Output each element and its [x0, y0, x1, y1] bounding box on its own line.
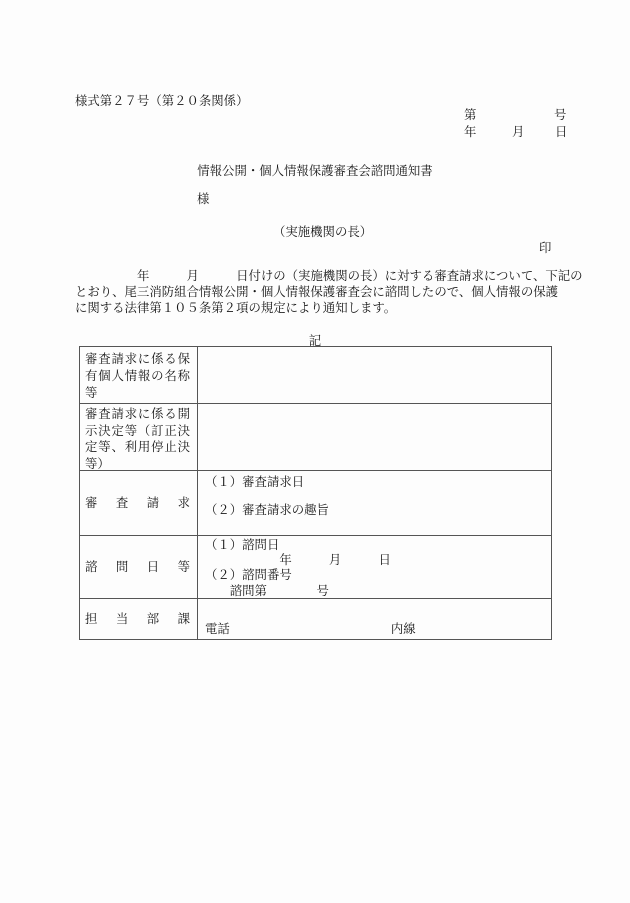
row-header — [80, 471, 198, 535]
row-content-line: （２）諮問番号 — [205, 568, 292, 583]
row-header-line: 諮問日等 — [85, 560, 190, 574]
row-header-line: 審査請求に係る開 — [85, 407, 190, 421]
row-content-line: 電話 内線 — [205, 621, 416, 636]
record-marker: 記 — [308, 334, 322, 348]
row-content — [198, 471, 551, 535]
body-line: とおり、尾三消防組合情報公開・個人情報保護審査会に諮問したので、個人情報の保護 — [75, 285, 558, 299]
seal-mark: 印 — [539, 241, 552, 255]
body-line: 年 月 日付けの（実施機関の長）に対する審査請求について、下記の — [75, 269, 583, 283]
date-month-label: 月 — [512, 125, 525, 139]
date-year-label: 年 — [464, 125, 477, 139]
row-header-line: 有個人情報の名称 — [85, 369, 190, 384]
addressee-honorific: 様 — [197, 192, 210, 206]
row-content — [198, 536, 551, 598]
row-header — [80, 536, 198, 598]
row-content-empty — [198, 347, 551, 403]
row-header-line: 審査請求 — [85, 496, 190, 510]
ref-number-suffix: 号 — [554, 108, 567, 122]
form-number: 様式第２７号（第２０条関係） — [75, 94, 249, 108]
table-row — [80, 470, 551, 535]
row-header-line: 担当部課 — [85, 612, 190, 626]
row-content-line: 年 月 日 — [205, 553, 391, 568]
row-content-line: （１）諮問日 — [205, 538, 280, 552]
row-header-line: 等） — [85, 456, 110, 471]
row-header-line: 定等、利用停止決 — [85, 440, 190, 455]
consultation-table — [79, 346, 552, 640]
row-content-empty — [198, 404, 551, 470]
ref-number-prefix: 第 — [464, 108, 477, 122]
row-content — [198, 599, 551, 639]
table-row — [80, 347, 551, 403]
document-title: 情報公開・個人情報保護審査会諮問通知書 — [197, 164, 433, 178]
date-day-label: 日 — [555, 125, 568, 139]
issuer-name: （実施機関の長） — [273, 225, 373, 239]
row-content-line: （２）審査請求の趣旨 — [205, 503, 329, 517]
row-header — [80, 347, 198, 403]
row-header-line: 示決定等（訂正決 — [85, 423, 190, 438]
table-row — [80, 535, 551, 598]
row-header — [80, 599, 198, 639]
table-row — [80, 598, 551, 639]
table-row — [80, 403, 551, 470]
row-content-line: （１）審査請求日 — [205, 475, 305, 489]
body-line: に関する法律第１０５条第２項の規定により通知します。 — [75, 301, 397, 315]
row-header-line: 審査請求に係る保 — [85, 352, 190, 366]
row-header — [80, 404, 198, 470]
row-content-line: 諮問第 号 — [205, 583, 329, 598]
row-header-line: 等 — [85, 386, 98, 401]
